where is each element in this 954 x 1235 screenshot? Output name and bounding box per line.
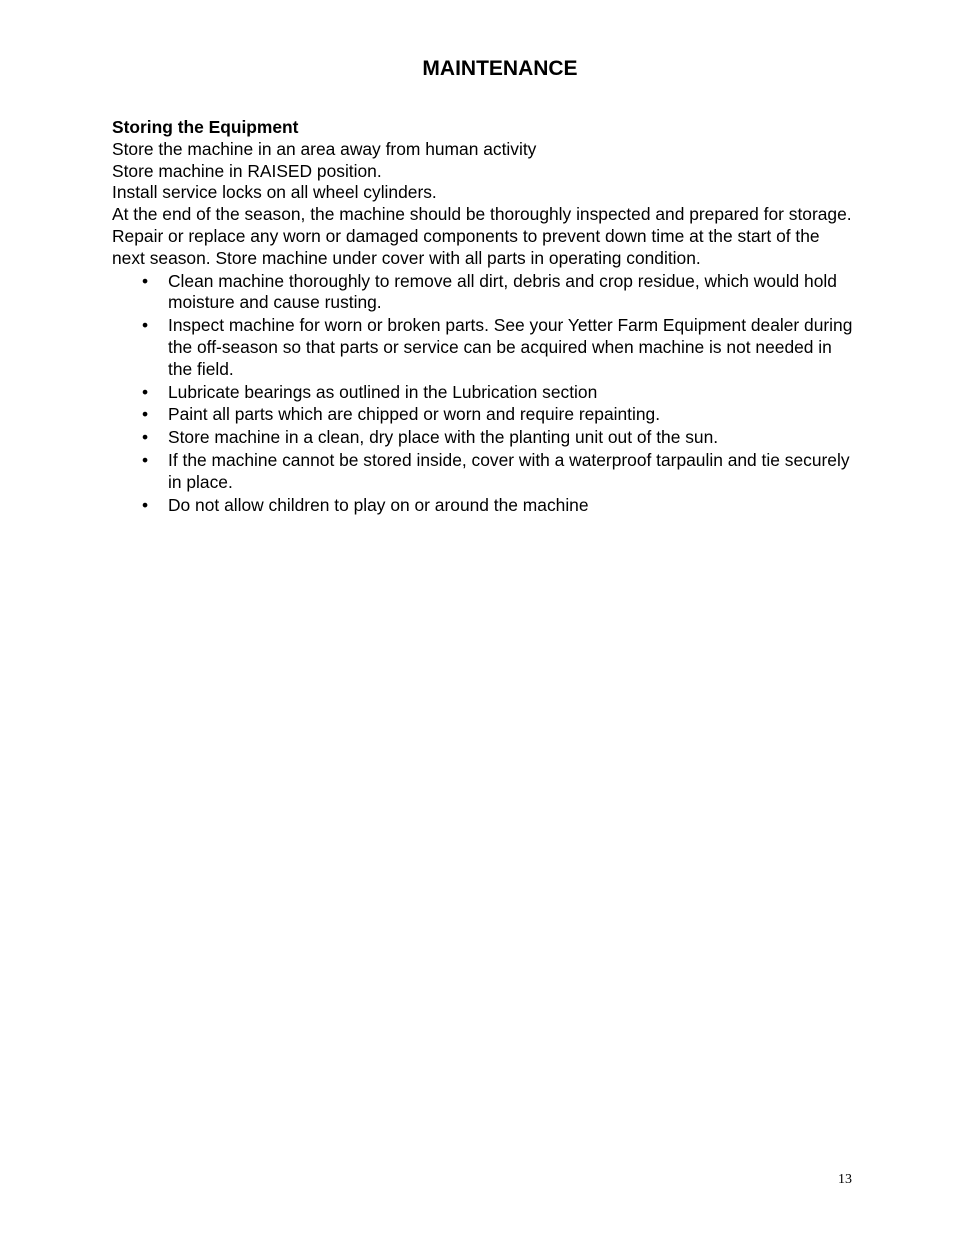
instruction-line: Store machine in RAISED position. (112, 160, 382, 181)
list-item-text: Clean machine thoroughly to remove all dirt, debris and crop residue, which would hold moisture and cause rusting. (168, 270, 837, 313)
bullet-icon: • (142, 494, 149, 515)
bullet-icon: • (142, 404, 149, 425)
bullet-icon: • (142, 427, 149, 448)
bullet-icon: • (142, 449, 149, 470)
list-item-text: If the machine cannot be stored inside, cover with a waterproof tarpaulin and tie securely in place. (168, 449, 850, 492)
page-title: MAINTENANCE (422, 57, 578, 80)
list-item-text: Lubricate bearings as outlined in the Lubrication section (168, 381, 598, 402)
page-number: 13 (838, 1172, 852, 1187)
list-item-text: Do not allow children to play on or around the machine (168, 494, 589, 515)
list-item-text: Store machine in a clean, dry place with the planting unit out of the sun. (168, 427, 719, 448)
list-item-text: Inspect machine for worn or broken parts. See your Yetter Farm Equipment dealer during the off-season so that parts or service can be acquired when machine is not needed in the field. (168, 315, 853, 379)
instruction-line: Install service locks on all wheel cylinders. (112, 182, 437, 203)
list-item (112, 427, 857, 449)
storage-checklist (112, 271, 857, 517)
instruction-line: Store the machine in an area away from human activity (112, 138, 537, 159)
list-item-text: Paint all parts which are chipped or worn and require repainting. (168, 404, 661, 425)
list-item (112, 271, 857, 315)
list-item (112, 450, 857, 494)
list-item (112, 404, 857, 426)
list-item (112, 495, 857, 517)
storage-paragraph: At the end of the season, the machine should be thoroughly inspected and prepared for storage. Repair or replace any worn or damaged components to prevent down time at the start of the next season. Store machine under cover with all parts in operating condition. (112, 204, 852, 268)
list-item (112, 315, 857, 380)
list-item (112, 382, 857, 404)
bullet-icon: • (142, 381, 149, 402)
bullet-icon: • (142, 270, 149, 291)
bullet-icon: • (142, 315, 149, 336)
section-storing-equipment (112, 117, 857, 516)
section-heading: Storing the Equipment (112, 117, 299, 137)
